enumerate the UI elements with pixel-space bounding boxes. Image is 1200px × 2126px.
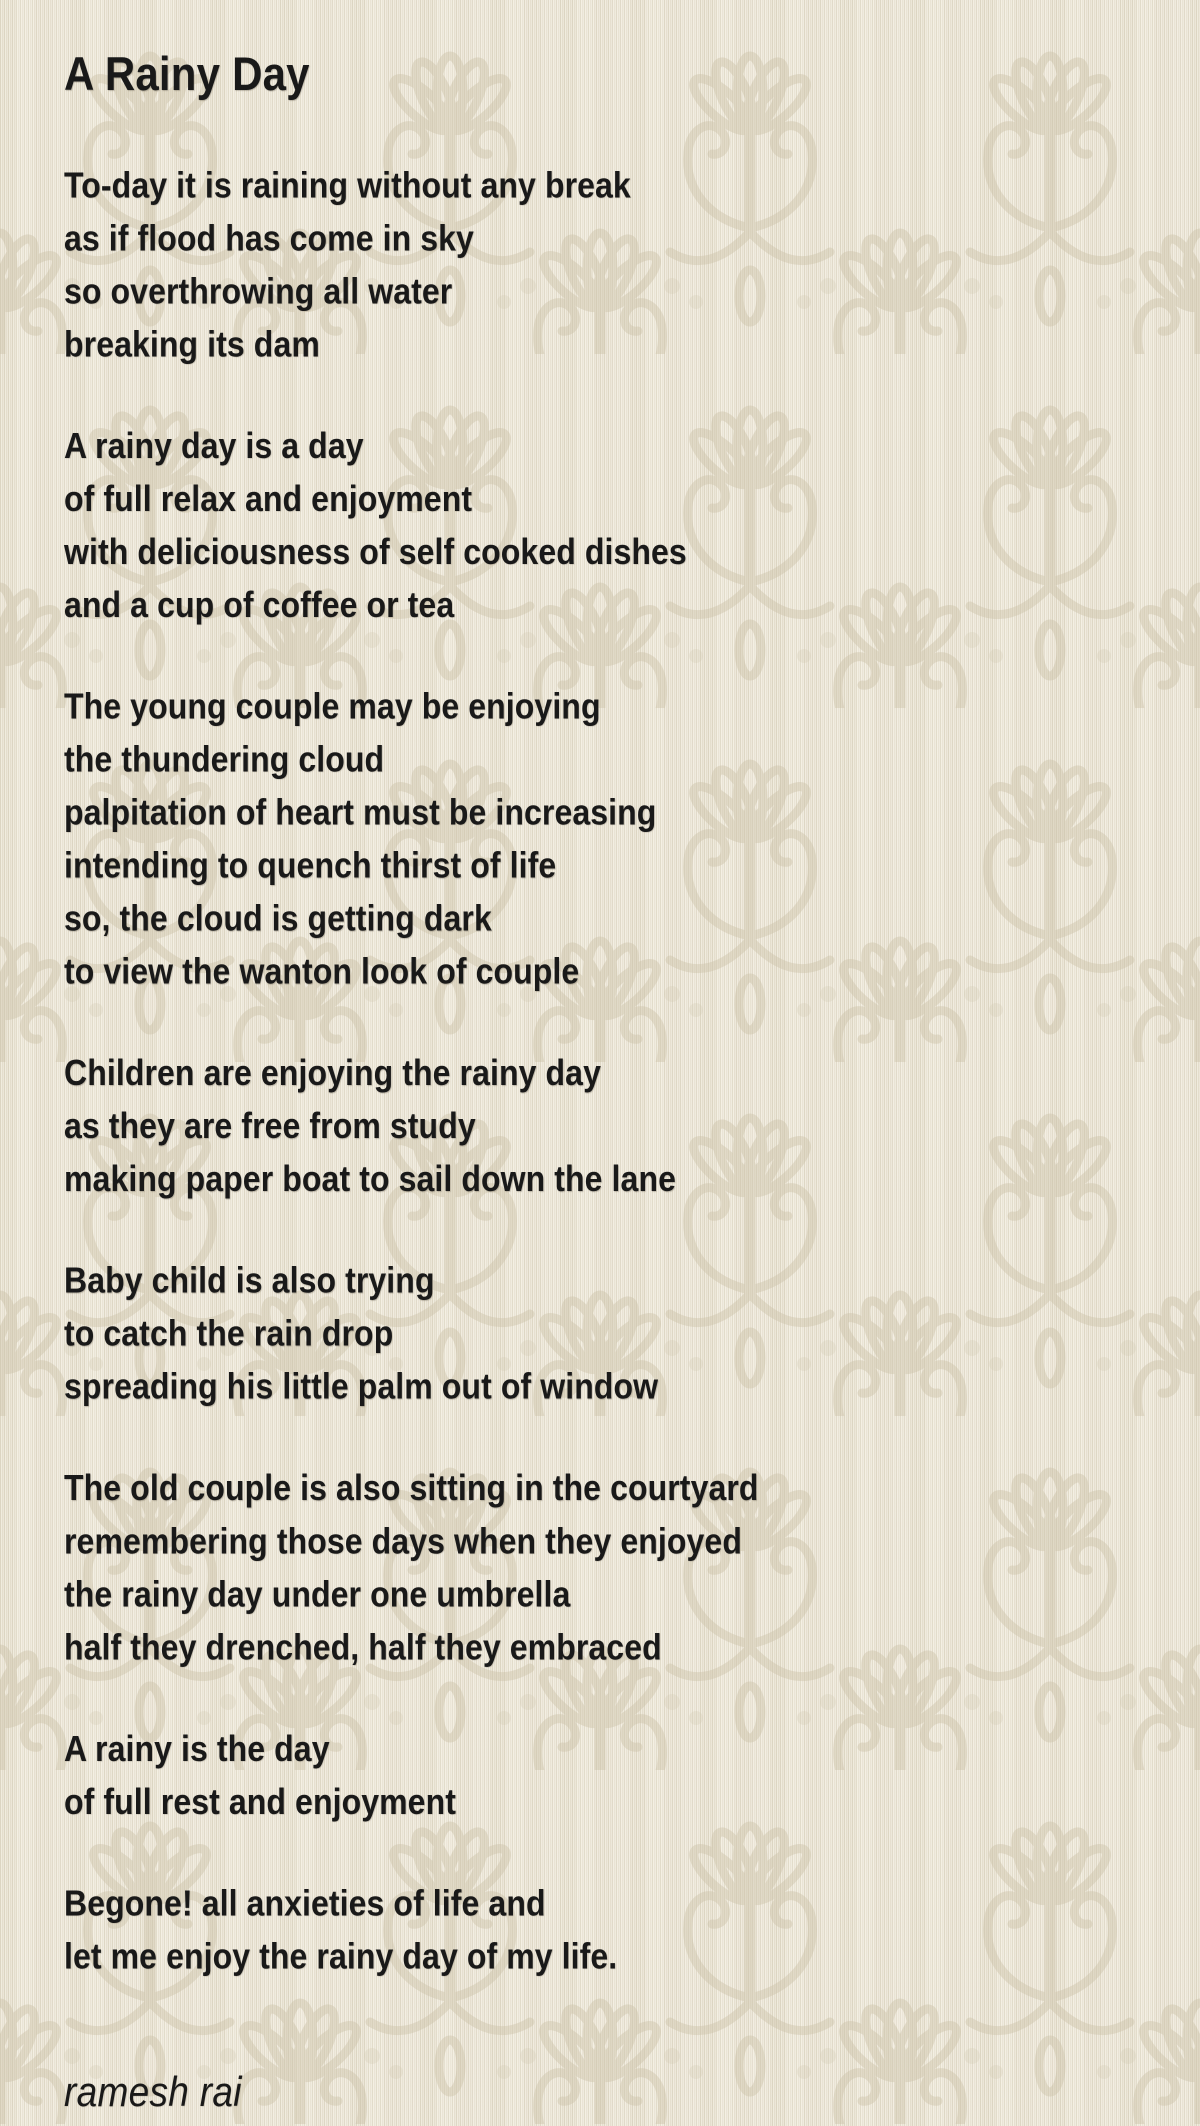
poem-line: intending to quench thirst of life xyxy=(64,844,557,886)
poem-line: remembering those days when they enjoyed xyxy=(64,1520,742,1562)
stanza xyxy=(64,1722,1174,1828)
poem-body xyxy=(64,159,1174,1983)
poem-line: of full relax and enjoyment xyxy=(64,478,473,519)
stanza xyxy=(64,1462,1174,1674)
poem-line: with deliciousness of self cooked dishes xyxy=(64,531,687,572)
poem-line: half they drenched, half they embraced xyxy=(64,1626,662,1668)
stanza xyxy=(64,1047,1174,1206)
stanza xyxy=(64,1254,1174,1413)
poem-line: A rainy is the day xyxy=(64,1728,330,1769)
poem-line: To-day it is raining without any break xyxy=(64,164,631,206)
poem-line: The old couple is also sitting in the courtyard xyxy=(64,1467,759,1509)
poem-line: to catch the rain drop xyxy=(64,1312,394,1354)
poem-line: Begone! all anxieties of life and xyxy=(64,1882,546,1924)
poem-line: A rainy day is a day xyxy=(64,425,364,466)
poem-line: making paper boat to sail down the lane xyxy=(64,1158,676,1200)
poem-line: the rainy day under one umbrella xyxy=(64,1573,571,1615)
poem-line: Children are enjoying the rainy day xyxy=(64,1052,601,1094)
poem-author: ramesh rai xyxy=(64,2068,242,2115)
poem-line: as if flood has come in sky xyxy=(64,217,474,259)
stanza xyxy=(64,159,1174,371)
poem-line: breaking its dam xyxy=(64,323,320,365)
stanza xyxy=(64,680,1174,998)
poem-line: let me enjoy the rainy day of my life. xyxy=(64,1935,618,1977)
stanza xyxy=(64,1877,1174,1983)
poem-line: and a cup of coffee or tea xyxy=(64,584,455,625)
poem-line: spreading his little palm out of window xyxy=(64,1366,659,1407)
poem-line: so overthrowing all water xyxy=(64,270,453,312)
poem-title: A Rainy Day xyxy=(64,47,310,101)
poem-line: Baby child is also trying xyxy=(64,1259,435,1301)
poem-line: the thundering cloud xyxy=(64,738,385,780)
poem-line: of full rest and enjoyment xyxy=(64,1781,456,1822)
poem-content xyxy=(64,0,1174,2117)
poem-line: palpitation of heart must be increasing xyxy=(64,791,657,833)
poem-line: as they are free from study xyxy=(64,1105,476,1147)
poem-line: so, the cloud is getting dark xyxy=(64,897,492,939)
poem-line: The young couple may be enjoying xyxy=(64,685,601,727)
stanza xyxy=(64,420,1174,632)
poem-line: to view the wanton look of couple xyxy=(64,950,580,992)
